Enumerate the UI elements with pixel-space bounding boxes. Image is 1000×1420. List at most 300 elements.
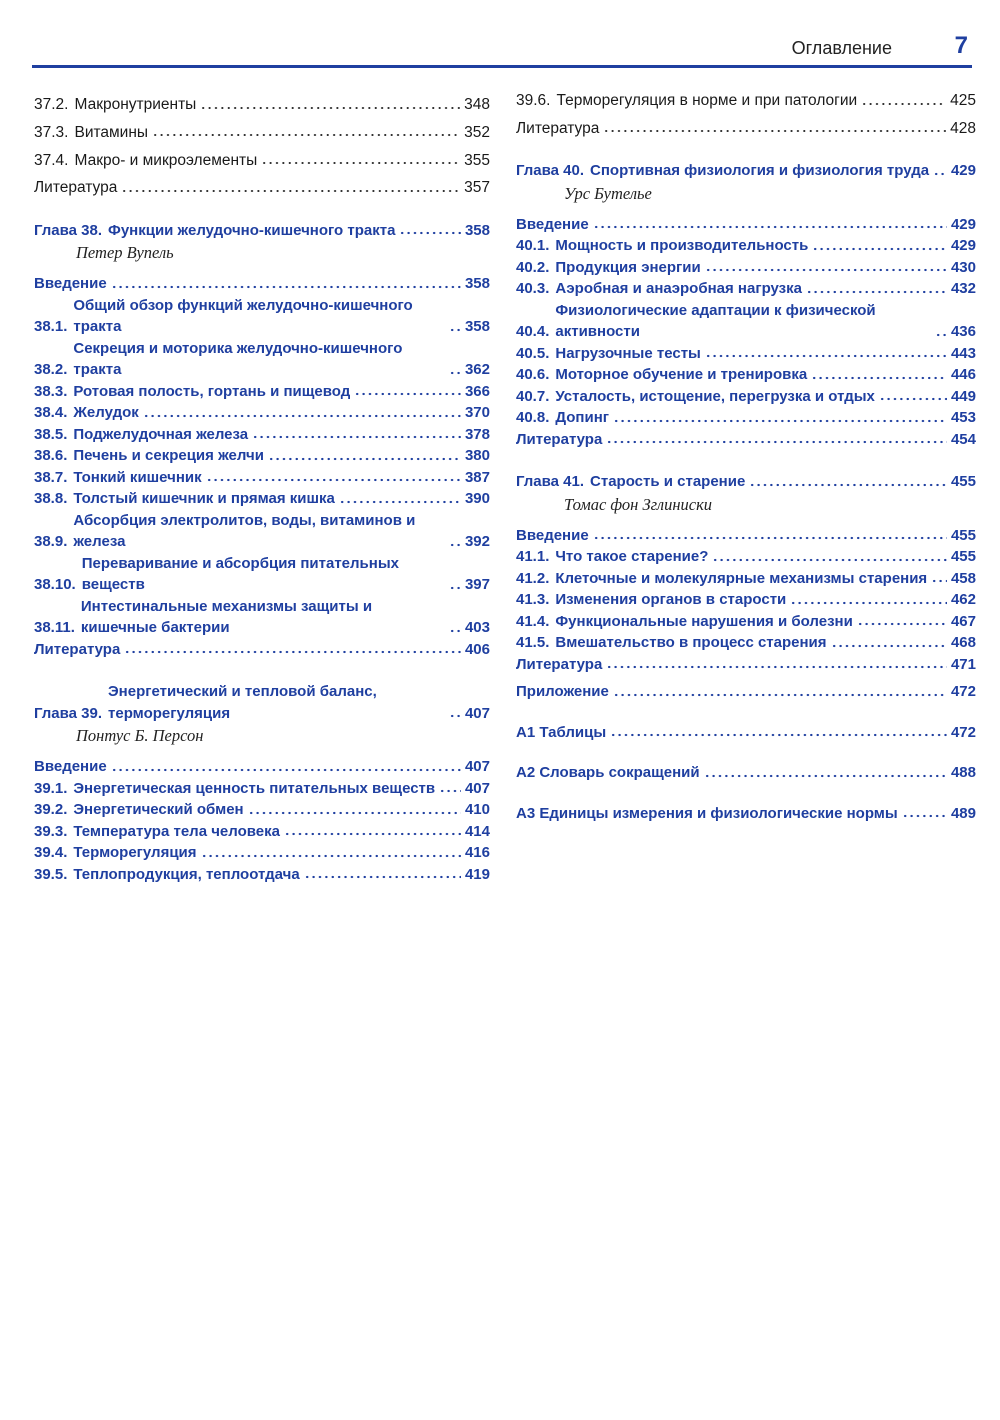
toc-entry-title: Введение bbox=[516, 215, 589, 233]
toc-entry[interactable] bbox=[516, 118, 976, 140]
toc-entry-page: 403 bbox=[464, 619, 490, 637]
toc-entry-page: 358 bbox=[464, 275, 490, 293]
dot-leader bbox=[304, 874, 461, 880]
toc-entry-body bbox=[73, 799, 490, 821]
toc-entry-number: 38.5. bbox=[34, 425, 68, 443]
dot-leader bbox=[252, 434, 461, 440]
toc-entry[interactable] bbox=[34, 177, 490, 199]
toc-entry-body bbox=[516, 681, 976, 703]
toc-entry-number: 40.8. bbox=[516, 409, 550, 427]
dot-leader bbox=[606, 664, 947, 670]
toc-entry-title: Переваривание и абсорбция питательных веществ bbox=[81, 554, 399, 594]
toc-entry-page: 407 bbox=[464, 758, 490, 776]
toc-entry[interactable] bbox=[34, 864, 490, 886]
dot-leader bbox=[449, 327, 461, 333]
toc-entry-page: 467 bbox=[950, 612, 976, 630]
toc-entry[interactable] bbox=[34, 756, 490, 778]
toc-entry-body bbox=[73, 510, 490, 553]
dot-leader bbox=[261, 160, 460, 166]
toc-entry-title: Усталость, истощение, перегрузка и отдых bbox=[555, 387, 875, 405]
toc-entry-page: 425 bbox=[950, 92, 976, 109]
toc-entry-number: 40.4. bbox=[516, 323, 550, 341]
toc-entry[interactable] bbox=[516, 407, 976, 429]
toc-entry-title: Мощность и производительность bbox=[555, 237, 809, 255]
toc-entry-number: 40.7. bbox=[516, 387, 550, 405]
dot-leader bbox=[284, 831, 461, 837]
toc-entry-body bbox=[555, 300, 976, 343]
toc-entry[interactable] bbox=[516, 546, 976, 568]
dot-leader bbox=[449, 370, 461, 376]
toc-entry-page: 443 bbox=[950, 344, 976, 362]
toc-entry-title: Физиологические адаптации к физической активности bbox=[555, 301, 876, 341]
dot-leader bbox=[449, 585, 461, 591]
toc-entry-number: 37.3. bbox=[34, 123, 69, 141]
chapter-label: Глава 38. bbox=[34, 221, 103, 239]
chapter-40 bbox=[516, 160, 976, 450]
toc-entry-body bbox=[73, 864, 490, 886]
toc-entry-body bbox=[73, 821, 490, 843]
toc-entry[interactable] bbox=[34, 122, 490, 144]
toc-entry-number: 39.3. bbox=[34, 822, 68, 840]
toc-entry-number: 41.4. bbox=[516, 612, 550, 630]
toc-entry-title: Что такое старение? bbox=[555, 548, 709, 566]
toc-entry-page: 468 bbox=[950, 634, 976, 652]
dot-leader bbox=[812, 246, 947, 252]
toc-entry-page: 357 bbox=[464, 179, 490, 197]
toc-column-left bbox=[34, 94, 490, 885]
toc-entry[interactable] bbox=[516, 343, 976, 365]
dot-leader bbox=[248, 810, 461, 816]
chapter-label: Глава 40. bbox=[516, 162, 585, 180]
toc-entry-body bbox=[73, 778, 490, 800]
toc-entry-page: 392 bbox=[464, 533, 490, 551]
toc-entry-body bbox=[555, 407, 976, 429]
dot-leader bbox=[861, 101, 946, 107]
toc-entry-title: Нагрузочные тесты bbox=[555, 344, 701, 362]
toc-entry-number: 38.11. bbox=[34, 619, 75, 637]
toc-entry-body bbox=[556, 90, 976, 112]
toc-entry-title: Терморегуляция bbox=[73, 844, 197, 862]
toc-entry-page: 414 bbox=[464, 822, 490, 840]
toc-entry-title: Ротовая полость, гортань и пищевод bbox=[73, 382, 351, 400]
chapter-title: Старость и старение bbox=[590, 473, 746, 491]
toc-entry-page: 406 bbox=[464, 640, 490, 658]
toc-entry-title: Продукция энергии bbox=[555, 258, 701, 276]
dot-leader bbox=[811, 375, 947, 381]
toc-entry-page: 446 bbox=[950, 366, 976, 384]
toc-entry-title: Литература bbox=[516, 119, 600, 137]
toc-entry-page: 428 bbox=[950, 119, 976, 137]
dot-leader bbox=[399, 230, 461, 236]
toc-entry-body bbox=[74, 150, 490, 172]
toc-entry-body bbox=[34, 177, 490, 199]
toc-entry[interactable] bbox=[34, 639, 490, 661]
dot-leader bbox=[200, 105, 460, 111]
toc-entry-title: Температура тела человека bbox=[73, 822, 280, 840]
toc-entry-number: 38.7. bbox=[34, 468, 68, 486]
toc-entry-body bbox=[555, 568, 976, 590]
toc-entry[interactable] bbox=[516, 632, 976, 654]
running-header bbox=[32, 30, 972, 70]
toc-entry-body bbox=[73, 488, 490, 510]
toc-entry-number: 38.3. bbox=[34, 382, 68, 400]
dot-leader bbox=[606, 439, 947, 445]
toc-entry-body bbox=[555, 343, 976, 365]
toc-entry-number: 38.1. bbox=[34, 318, 68, 336]
toc-entry[interactable] bbox=[516, 654, 976, 676]
toc-entry-body bbox=[73, 295, 490, 338]
toc-entry-body bbox=[516, 654, 976, 676]
toc-entry[interactable] bbox=[516, 681, 976, 703]
toc-entry-page: 462 bbox=[950, 591, 976, 609]
toc-entry-body bbox=[555, 235, 976, 257]
toc-entry-number: 40.3. bbox=[516, 280, 550, 298]
toc-entry-page: 489 bbox=[950, 804, 976, 822]
chapter-heading[interactable] bbox=[34, 220, 490, 242]
toc-entry-title: Абсорбция электролитов, воды, витаминов и железа bbox=[73, 511, 416, 551]
dot-leader bbox=[603, 128, 946, 134]
dot-leader bbox=[749, 482, 947, 488]
chapter-heading[interactable] bbox=[516, 160, 976, 182]
toc-entry-page: 454 bbox=[950, 430, 976, 448]
dot-leader bbox=[124, 649, 461, 655]
toc-entry-page: 410 bbox=[464, 801, 490, 819]
toc-entry[interactable] bbox=[34, 467, 490, 489]
toc-entry-body bbox=[555, 386, 976, 408]
toc-entry-body bbox=[555, 611, 976, 633]
dot-leader bbox=[857, 621, 947, 627]
toc-entry-body bbox=[73, 338, 490, 381]
toc-entry-page: 378 bbox=[464, 425, 490, 443]
chapter-heading-body bbox=[108, 220, 490, 242]
toc-entry[interactable] bbox=[516, 429, 976, 451]
toc-entry-title: Макронутриенты bbox=[74, 96, 197, 113]
toc-entry-title: Допинг bbox=[555, 409, 609, 427]
toc-entry-page: 355 bbox=[464, 151, 490, 169]
toc-entry-number: 39.2. bbox=[34, 801, 68, 819]
toc-entry[interactable] bbox=[34, 596, 490, 639]
dot-leader bbox=[806, 289, 947, 295]
dot-leader bbox=[705, 353, 947, 359]
toc-entry-title: Общий обзор функций желудочно-кишечного тракта bbox=[73, 296, 413, 336]
toc-entry-body bbox=[516, 525, 976, 547]
dot-leader bbox=[339, 499, 461, 505]
header-rule bbox=[32, 65, 972, 68]
toc-entry-title: Секреция и моторика желудочно-кишечного тракта bbox=[73, 339, 403, 379]
toc-entry-title: Клеточные и молекулярные механизмы старения bbox=[555, 569, 928, 587]
toc-entry-title: Энергетический обмен bbox=[73, 801, 244, 819]
toc-entry-body bbox=[74, 94, 490, 116]
toc-group-ch39-continued bbox=[516, 90, 976, 139]
dot-leader bbox=[593, 224, 947, 230]
chapter-author: Томас фон Зглиниски bbox=[564, 494, 713, 514]
toc-entry-body bbox=[34, 273, 490, 295]
chapter-41 bbox=[516, 471, 976, 675]
toc-entry-body bbox=[555, 589, 976, 611]
chapter-title: Функции желудочно-кишечного тракта bbox=[108, 221, 396, 239]
toc-entry[interactable] bbox=[516, 589, 976, 611]
toc-entry[interactable] bbox=[516, 803, 976, 825]
toc-entry-title: Поджелудочная железа bbox=[73, 425, 249, 443]
toc-entry-page: 455 bbox=[950, 548, 976, 566]
dot-leader bbox=[111, 284, 461, 290]
toc-entry-title: Литература bbox=[34, 640, 121, 658]
dot-leader bbox=[902, 813, 947, 819]
toc-entry-body bbox=[555, 278, 976, 300]
dot-leader bbox=[354, 391, 461, 397]
appendix-group bbox=[516, 681, 976, 824]
toc-entry[interactable] bbox=[516, 762, 976, 784]
toc-entry-number: 39.1. bbox=[34, 779, 68, 797]
toc-entry-page: 407 bbox=[464, 779, 490, 797]
toc-entry[interactable] bbox=[516, 300, 976, 343]
dot-leader bbox=[712, 557, 947, 563]
toc-entry[interactable] bbox=[34, 553, 490, 596]
toc-entry[interactable] bbox=[34, 381, 490, 403]
chapter-label: Глава 41. bbox=[516, 473, 585, 491]
toc-entry[interactable] bbox=[34, 842, 490, 864]
toc-entry-body bbox=[81, 596, 490, 639]
dot-leader bbox=[206, 477, 461, 483]
toc-entry-number: 37.4. bbox=[34, 151, 69, 169]
toc-entry-body bbox=[73, 842, 490, 864]
dot-leader bbox=[613, 692, 947, 698]
toc-entry[interactable] bbox=[34, 799, 490, 821]
toc-entry-page: 429 bbox=[950, 237, 976, 255]
dot-leader bbox=[704, 773, 947, 779]
dot-leader bbox=[931, 578, 947, 584]
toc-entry-title: Витамины bbox=[74, 123, 149, 141]
toc-entry[interactable] bbox=[34, 821, 490, 843]
toc-entry-page: 397 bbox=[464, 576, 490, 594]
toc-entry-page: 416 bbox=[464, 844, 490, 862]
dot-leader bbox=[613, 418, 947, 424]
toc-entry-page: 348 bbox=[464, 96, 490, 113]
chapter-title: Энергетический и тепловой баланс, терморегуляция bbox=[108, 683, 377, 722]
toc-entry[interactable] bbox=[516, 257, 976, 279]
dot-leader bbox=[449, 628, 461, 634]
toc-entry-title: А1 Таблицы bbox=[516, 723, 607, 741]
toc-entry[interactable] bbox=[516, 722, 976, 744]
toc-entry-title: Аэробная и анаэробная нагрузка bbox=[555, 280, 802, 298]
toc-entry-number: 38.2. bbox=[34, 361, 68, 379]
toc-entry-page: 455 bbox=[950, 526, 976, 544]
chapter-heading[interactable] bbox=[34, 681, 490, 724]
toc-entry-number: 41.2. bbox=[516, 569, 550, 587]
toc-entry-number: 40.2. bbox=[516, 258, 550, 276]
header-title: Оглавление bbox=[791, 38, 892, 58]
toc-entry[interactable] bbox=[34, 338, 490, 381]
toc-entry-title: Литература bbox=[516, 655, 603, 673]
chapter-title: Спортивная физиология и физиология труда bbox=[590, 162, 930, 180]
toc-entry[interactable] bbox=[34, 488, 490, 510]
toc-entry-page: 432 bbox=[950, 280, 976, 298]
toc-entry-number: 41.3. bbox=[516, 591, 550, 609]
dot-leader bbox=[143, 413, 461, 419]
toc-entry[interactable] bbox=[34, 778, 490, 800]
chapter-heading-body bbox=[590, 471, 976, 493]
toc-column-right bbox=[516, 90, 976, 843]
toc-entry-title: Литература bbox=[34, 179, 118, 197]
toc-entry[interactable] bbox=[34, 424, 490, 446]
dot-leader bbox=[935, 332, 947, 338]
dot-leader bbox=[121, 188, 460, 194]
toc-entry-body bbox=[555, 364, 976, 386]
toc-entry[interactable] bbox=[34, 94, 490, 116]
chapter-heading-body bbox=[590, 160, 976, 182]
dot-leader bbox=[111, 767, 461, 773]
chapter-page: 455 bbox=[950, 473, 976, 491]
dot-leader bbox=[449, 542, 461, 548]
toc-entry-body bbox=[516, 803, 976, 825]
toc-entry-number: 38.9. bbox=[34, 533, 68, 551]
toc-entry[interactable] bbox=[34, 445, 490, 467]
toc-entry[interactable] bbox=[34, 273, 490, 295]
toc-entry-page: 366 bbox=[464, 382, 490, 400]
toc-entry-body bbox=[516, 722, 976, 744]
dot-leader bbox=[268, 456, 461, 462]
toc-entry-number: 39.6. bbox=[516, 92, 551, 109]
toc-entry-page: 471 bbox=[950, 655, 976, 673]
toc-entry-page: 362 bbox=[464, 361, 490, 379]
page-number: 7 bbox=[954, 32, 968, 59]
toc-entry-page: 436 bbox=[950, 323, 976, 341]
dot-leader bbox=[933, 171, 947, 177]
toc-entry-page: 449 bbox=[950, 387, 976, 405]
toc-entry-number: 38.4. bbox=[34, 404, 68, 422]
toc-entry-page: 472 bbox=[950, 723, 976, 741]
toc-entry[interactable] bbox=[516, 90, 976, 112]
dot-leader bbox=[593, 535, 947, 541]
toc-entry-page: 358 bbox=[464, 318, 490, 336]
dot-leader bbox=[790, 600, 947, 606]
toc-entry[interactable] bbox=[516, 235, 976, 257]
toc-entry-title: Функциональные нарушения и болезни bbox=[555, 612, 853, 630]
toc-entry[interactable] bbox=[516, 278, 976, 300]
toc-entry-page: 453 bbox=[950, 409, 976, 427]
toc-entry-page: 390 bbox=[464, 490, 490, 508]
toc-entry-title: Теплопродукция, теплоотдача bbox=[73, 865, 300, 883]
chapter-39 bbox=[34, 681, 490, 885]
toc-entry-page: 370 bbox=[464, 404, 490, 422]
toc-entry-title: Введение bbox=[34, 758, 107, 776]
toc-entry-title: Изменения органов в старости bbox=[555, 591, 787, 609]
toc-entry-number: 40.6. bbox=[516, 366, 550, 384]
toc-entry-page: 458 bbox=[950, 569, 976, 587]
toc-entry-body bbox=[516, 762, 976, 784]
toc-entry-title: Желудок bbox=[73, 404, 139, 422]
toc-entry-body bbox=[73, 424, 490, 446]
chapter-label: Глава 39. bbox=[34, 704, 103, 722]
toc-entry-body bbox=[516, 118, 976, 140]
toc-entry-page: 387 bbox=[464, 468, 490, 486]
toc-entry[interactable] bbox=[516, 525, 976, 547]
toc-entry-page: 472 bbox=[950, 683, 976, 701]
chapter-page: 429 bbox=[950, 162, 976, 180]
chapter-author: Петер Вупель bbox=[76, 243, 174, 263]
chapter-author: Понтус Б. Персон bbox=[76, 726, 204, 746]
toc-entry-page: 429 bbox=[950, 215, 976, 233]
toc-entry-body bbox=[74, 122, 490, 144]
toc-entry-page: 380 bbox=[464, 447, 490, 465]
toc-entry[interactable] bbox=[516, 611, 976, 633]
toc-entry-title: Толстый кишечник и прямая кишка bbox=[73, 490, 335, 508]
toc-entry-body bbox=[82, 553, 490, 596]
toc-entry-number: 39.4. bbox=[34, 844, 68, 862]
toc-entry-body bbox=[34, 756, 490, 778]
toc-entry-number: 40.1. bbox=[516, 237, 550, 255]
toc-entry-body bbox=[555, 546, 976, 568]
toc-entry-body bbox=[73, 445, 490, 467]
chapter-38 bbox=[34, 220, 490, 661]
dot-leader bbox=[439, 788, 461, 794]
toc-entry-number: 39.5. bbox=[34, 865, 68, 883]
toc-entry-body bbox=[516, 214, 976, 236]
toc-entry-body bbox=[555, 632, 976, 654]
chapter-page: 358 bbox=[464, 221, 490, 239]
toc-entry-number: 38.8. bbox=[34, 490, 68, 508]
toc-entry-number: 41.5. bbox=[516, 634, 550, 652]
toc-entry-title: Вмешательство в процесс старения bbox=[555, 634, 827, 652]
toc-entry-body bbox=[516, 429, 976, 451]
toc-entry-title: Интестинальные механизмы защиты и кишечные бактерии bbox=[80, 597, 373, 637]
toc-entry-title: Моторное обучение и тренировка bbox=[555, 366, 808, 384]
toc-entry[interactable] bbox=[516, 364, 976, 386]
toc-entry[interactable] bbox=[34, 510, 490, 553]
dot-leader bbox=[879, 396, 947, 402]
toc-entry-title: Макро- и микроэлементы bbox=[74, 151, 258, 169]
toc-entry[interactable] bbox=[516, 214, 976, 236]
toc-entry-page: 352 bbox=[464, 123, 490, 141]
toc-entry[interactable] bbox=[516, 386, 976, 408]
toc-entry[interactable] bbox=[516, 568, 976, 590]
toc-entry-page: 419 bbox=[464, 865, 490, 883]
toc-entry-title: Литература bbox=[516, 430, 603, 448]
toc-entry-number: 41.1. bbox=[516, 548, 550, 566]
toc-entry-title: Приложение bbox=[516, 683, 609, 701]
chapter-heading-body bbox=[108, 681, 490, 724]
toc-entry-body bbox=[555, 257, 976, 279]
toc-entry[interactable] bbox=[34, 402, 490, 424]
dot-leader bbox=[449, 713, 461, 719]
toc-entry-body bbox=[34, 639, 490, 661]
toc-entry-title: А2 Словарь сокращений bbox=[516, 764, 700, 782]
toc-entry-body bbox=[73, 467, 490, 489]
toc-entry-title: Введение bbox=[516, 526, 589, 544]
toc-entry-title: А3 Единицы измерения и физиологические нормы bbox=[516, 804, 898, 822]
dot-leader bbox=[831, 643, 947, 649]
toc-entry-title: Энергетическая ценность питательных веществ bbox=[73, 779, 436, 797]
toc-entry-page: 488 bbox=[950, 764, 976, 782]
chapter-heading[interactable] bbox=[516, 471, 976, 493]
toc-entry-title: Тонкий кишечник bbox=[73, 468, 202, 486]
toc-entry-number: 38.10. bbox=[34, 576, 76, 594]
toc-entry-title: Терморегуляция в норме и при патологии bbox=[556, 92, 858, 109]
toc-entry-number: 37.2. bbox=[34, 96, 69, 113]
toc-entry[interactable] bbox=[34, 150, 490, 172]
toc-entry-title: Введение bbox=[34, 275, 107, 293]
dot-leader bbox=[152, 132, 460, 138]
toc-entry[interactable] bbox=[34, 295, 490, 338]
chapter-page: 407 bbox=[464, 704, 490, 722]
dot-leader bbox=[610, 732, 947, 738]
dot-leader bbox=[201, 853, 461, 859]
toc-entry-number: 38.6. bbox=[34, 447, 68, 465]
dot-leader bbox=[705, 267, 947, 273]
toc-group-ch37-continued bbox=[34, 94, 490, 199]
chapter-author: Урс Бутелье bbox=[564, 183, 652, 203]
toc-entry-body bbox=[73, 381, 490, 403]
